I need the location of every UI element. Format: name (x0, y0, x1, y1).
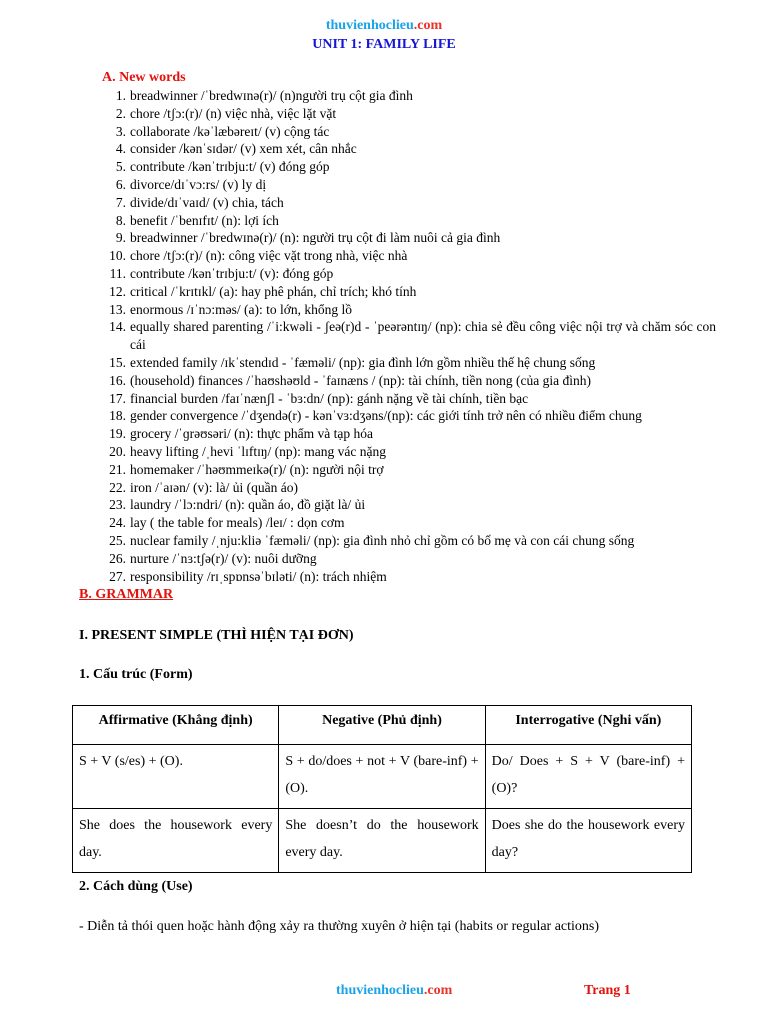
list-item (106, 123, 716, 141)
list-item (106, 229, 716, 247)
list-item-number: 23. (109, 497, 126, 513)
list-item (106, 443, 716, 461)
list-item-text: benefit /ˈbenɪfɪt/ (n): lợi ích (130, 212, 279, 228)
table-cell: S + do/does + not + V (bare-inf) + (O). (279, 745, 485, 809)
page-number: Trang 1 (584, 983, 631, 998)
list-item-number: 17. (109, 390, 126, 406)
list-item-text: collaborate /kəˈlæbəreɪt/ (v) cộng tác (130, 123, 330, 139)
list-item-number: 6. (115, 176, 126, 192)
list-item-number: 26. (109, 550, 126, 566)
section-a-heading: A. New words (102, 70, 186, 85)
list-item-number: 5. (115, 159, 126, 175)
list-item-number: 7. (115, 194, 126, 210)
list-item-number: 27. (109, 568, 126, 584)
list-item (106, 140, 716, 158)
list-item-number: 19. (109, 426, 126, 442)
table-header-interrogative: Interrogative (Nghi vấn) (485, 706, 691, 745)
list-item (106, 407, 716, 425)
list-item (106, 514, 716, 532)
list-item-text: financial burden /faɪˈnænʃl - ˈbɜ:dn/ (np): gánh nặng về tài chính, tiền bạc (130, 390, 529, 406)
list-item (106, 176, 716, 194)
list-item (106, 212, 716, 230)
list-item-number: 3. (115, 123, 126, 139)
table-header-row (73, 706, 692, 745)
list-item-text: nurture /ˈnɜ:tʃə(r)/ (v): nuôi dưỡng (130, 550, 317, 566)
list-item-number: 21. (109, 461, 126, 477)
list-item-number: 22. (109, 479, 126, 495)
table-cell: Does she do the housework every day? (485, 809, 691, 873)
table-header-affirmative: Affirmative (Khẳng định) (73, 706, 279, 745)
list-item (106, 105, 716, 123)
footer-site-name[interactable]: thuvienhoclieu.com (336, 983, 453, 998)
list-item-text: extended family /ɪkˈstendɪd - ˈfæməli/ (np): gia đình lớn gồm nhiều thế hệ chung sống (130, 354, 596, 370)
list-item-number: 8. (115, 212, 126, 228)
list-item (106, 372, 716, 390)
list-item-text: nuclear family /ˌnju:kliə ˈfæməli/ (np): gia đình nhỏ chỉ gồm có bố mẹ và con cái chung sống (130, 532, 635, 548)
list-item-number: 9. (115, 230, 126, 246)
list-item-text: divide/dɪˈvaɪd/ (v) chia, tách (130, 194, 284, 210)
use-heading: 2. Cách dùng (Use) (79, 879, 193, 894)
list-item-number: 14. (109, 319, 126, 335)
list-item-number: 16. (109, 372, 126, 388)
list-item-text: divorce/dɪˈvɔ:rs/ (v) ly dị (130, 176, 267, 192)
list-item (106, 265, 716, 283)
list-item (106, 532, 716, 550)
list-item (106, 568, 716, 586)
list-item-text: laundry /ˈlɔ:ndri/ (n): quần áo, đồ giặt là/ ủi (130, 497, 366, 513)
list-item (106, 550, 716, 568)
table-row-structure (73, 745, 692, 809)
list-item-text: lay ( the table for meals) /leɪ/ : dọn cơm (130, 515, 345, 531)
list-item-number: 24. (109, 515, 126, 531)
list-item-text: chore /tʃɔ:(r)/ (n) việc nhà, việc lặt vặt (130, 105, 337, 121)
table-cell: S + V (s/es) + (O). (73, 745, 279, 809)
list-item (106, 283, 716, 301)
list-item-number: 1. (115, 88, 126, 103)
list-item-text: (household) finances /ˈhaʊshəʊld - ˈfaɪnæns / (np): tài chính, tiền nong (của gia đình) (130, 372, 591, 388)
list-item (106, 461, 716, 479)
site-name[interactable]: thuvienhoclieu.com (325, 18, 443, 33)
list-item (106, 354, 716, 372)
list-item-text: gender convergence /ˈdʒendə(r) - kənˈvɜ:dʒəns/(np): các giới tính trở nên có nhiều điểm chung (130, 408, 642, 424)
list-item (106, 158, 716, 176)
vocabulary-list (106, 87, 716, 585)
list-item-number: 20. (109, 443, 126, 459)
list-item-text: breadwinner /ˈbredwɪnə(r)/ (n)người trụ cột gia đình (130, 88, 413, 103)
section-b-heading: B. GRAMMAR (79, 587, 174, 602)
list-item-text: contribute /kənˈtrɪbju:t/ (v) đóng góp (130, 159, 330, 175)
list-item-number: 15. (109, 354, 126, 370)
list-item (106, 496, 716, 514)
list-item-text: critical /ˈkrɪtɪkl/ (a): hay phê phán, chỉ trích; khó tính (130, 283, 417, 299)
form-heading: 1. Cấu trúc (Form) (79, 667, 193, 682)
use-item: - Diễn tả thói quen hoặc hành động xảy ra thường xuyên ở hiện tại (habits or regular actions) (79, 919, 600, 934)
list-item-text: consider /kənˈsɪdər/ (v) xem xét, cân nhắc (130, 141, 357, 157)
list-item (106, 318, 716, 354)
list-item-text: enormous /ɪˈnɔ:məs/ (a): to lớn, khổng lồ (130, 301, 352, 317)
list-item-number: 12. (109, 283, 126, 299)
list-item (106, 479, 716, 497)
table-cell: Do/ Does + S + V (bare-inf) + (O)? (485, 745, 691, 809)
list-item (106, 194, 716, 212)
list-item (106, 425, 716, 443)
list-item-text: breadwinner /ˈbredwɪnə(r)/ (n): người trụ cột đi làm nuôi cả gia đình (130, 230, 501, 246)
list-item-text: equally shared parenting /ˈi:kwəli - ʃeə(r)d - ˈpeərəntɪŋ/ (np): chia sẻ đều công việc nội trợ và chăm sóc con cái (130, 319, 716, 353)
list-item-text: iron /ˈaɪən/ (v): là/ ủi (quần áo) (130, 479, 298, 495)
list-item-number: 25. (109, 532, 126, 548)
list-item-text: contribute /kənˈtrɪbju:t/ (v): đóng góp (130, 265, 334, 281)
unit-title: UNIT 1: FAMILY LIFE (312, 37, 456, 52)
list-item-number: 2. (115, 105, 126, 121)
table-row-example (73, 809, 692, 873)
form-table (72, 705, 692, 873)
page-header (0, 17, 768, 54)
list-item-text: grocery /ˈɡrəʊsəri/ (n): thực phẩm và tạp hóa (130, 426, 374, 442)
list-item-number: 13. (109, 301, 126, 317)
list-item-number: 11. (109, 265, 126, 281)
list-item-text: chore /tʃɔ:(r)/ (n): công việc vặt trong nhà, việc nhà (130, 248, 408, 264)
table-cell: She doesn’t do the housework every day. (279, 809, 485, 873)
list-item-number: 10. (109, 248, 126, 264)
list-item-text: homemaker /ˈhəʊmmeɪkə(r)/ (n): người nội trợ (130, 461, 384, 477)
grammar-heading: I. PRESENT SIMPLE (THÌ HIỆN TẠI ĐƠN) (79, 628, 354, 643)
list-item-number: 18. (109, 408, 126, 424)
list-item (106, 390, 716, 408)
list-item-number: 4. (115, 141, 126, 157)
list-item-text: heavy lifting /ˌhevi ˈlɪftɪŋ/ (np): mang vác nặng (130, 443, 386, 459)
table-cell: She does the housework every day. (73, 809, 279, 873)
list-item (106, 87, 716, 105)
list-item (106, 301, 716, 319)
list-item (106, 247, 716, 265)
table-header-negative: Negative (Phủ định) (279, 706, 485, 745)
list-item-text: responsibility /rɪˌspɒnsəˈbɪləti/ (n): trách nhiệm (130, 568, 387, 584)
